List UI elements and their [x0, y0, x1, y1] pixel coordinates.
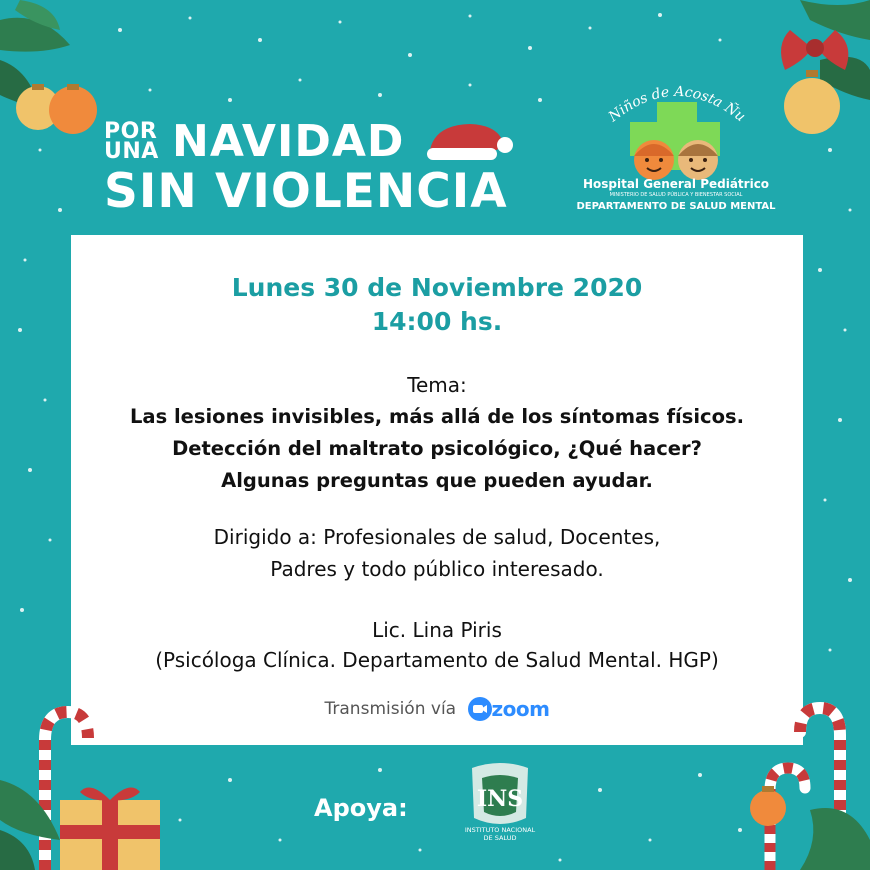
svg-text:INS: INS	[476, 786, 524, 812]
hospital-name: Hospital General Pediátrico	[582, 177, 770, 191]
topic-line: Las lesiones invisibles, más allá de los síntomas físicos.	[130, 405, 744, 428]
event-date: Lunes 30 de Noviembre 2020	[231, 273, 643, 302]
santa-hat-icon	[425, 120, 515, 165]
support-label: Apoya:	[314, 794, 408, 822]
svg-text:Niños de Acosta Ñu: Niños de Acosta Ñu	[605, 83, 749, 126]
event-speaker	[71, 615, 803, 675]
zoom-wordmark: zoom	[491, 697, 550, 721]
event-audience	[71, 521, 803, 585]
topic-label: Tema:	[407, 373, 467, 397]
event-datetime	[71, 271, 803, 339]
transmission-line	[71, 697, 803, 721]
speaker-name: Lic. Lina Piris	[372, 618, 502, 642]
gift-icon	[50, 780, 170, 870]
zoom-logo	[468, 697, 550, 721]
topic-line: Algunas preguntas que pueden ayudar.	[221, 469, 653, 492]
event-topic	[71, 369, 803, 497]
speaker-role: (Psicóloga Clínica. Departamento de Salud Mental. HGP)	[155, 648, 719, 672]
audience-line: Profesionales de salud, Docentes,	[323, 525, 661, 549]
ornament-icon	[778, 70, 848, 140]
ins-seal-icon	[452, 758, 548, 858]
ornament-icon	[8, 78, 103, 143]
topic-line: Detección del maltrato psicológico, ¿Qué hacer?	[172, 437, 702, 460]
sin-violencia-text: SIN VIOLENCIA	[104, 164, 508, 219]
audience-label: Dirigido a:	[213, 525, 317, 549]
support-org-name: INSTITUTO NACIONAL DE SALUD	[464, 826, 536, 842]
transmission-label: Transmisión vía	[324, 699, 457, 719]
event-time: 14:00 hs.	[371, 307, 503, 336]
ministry-name: MINISTERIO DE SALUD PÚBLICA Y BIENESTAR SOCIAL	[609, 192, 743, 198]
por-una-text: POR UNA	[104, 119, 159, 164]
zoom-camera-icon	[468, 697, 492, 721]
audience-line: Padres y todo público interesado.	[270, 557, 604, 581]
event-card	[71, 235, 803, 745]
department-name: DEPARTAMENTO DE SALUD MENTAL	[576, 201, 776, 212]
navidad-text: NAVIDAD	[172, 116, 405, 167]
candy-cane-icon	[730, 690, 870, 870]
